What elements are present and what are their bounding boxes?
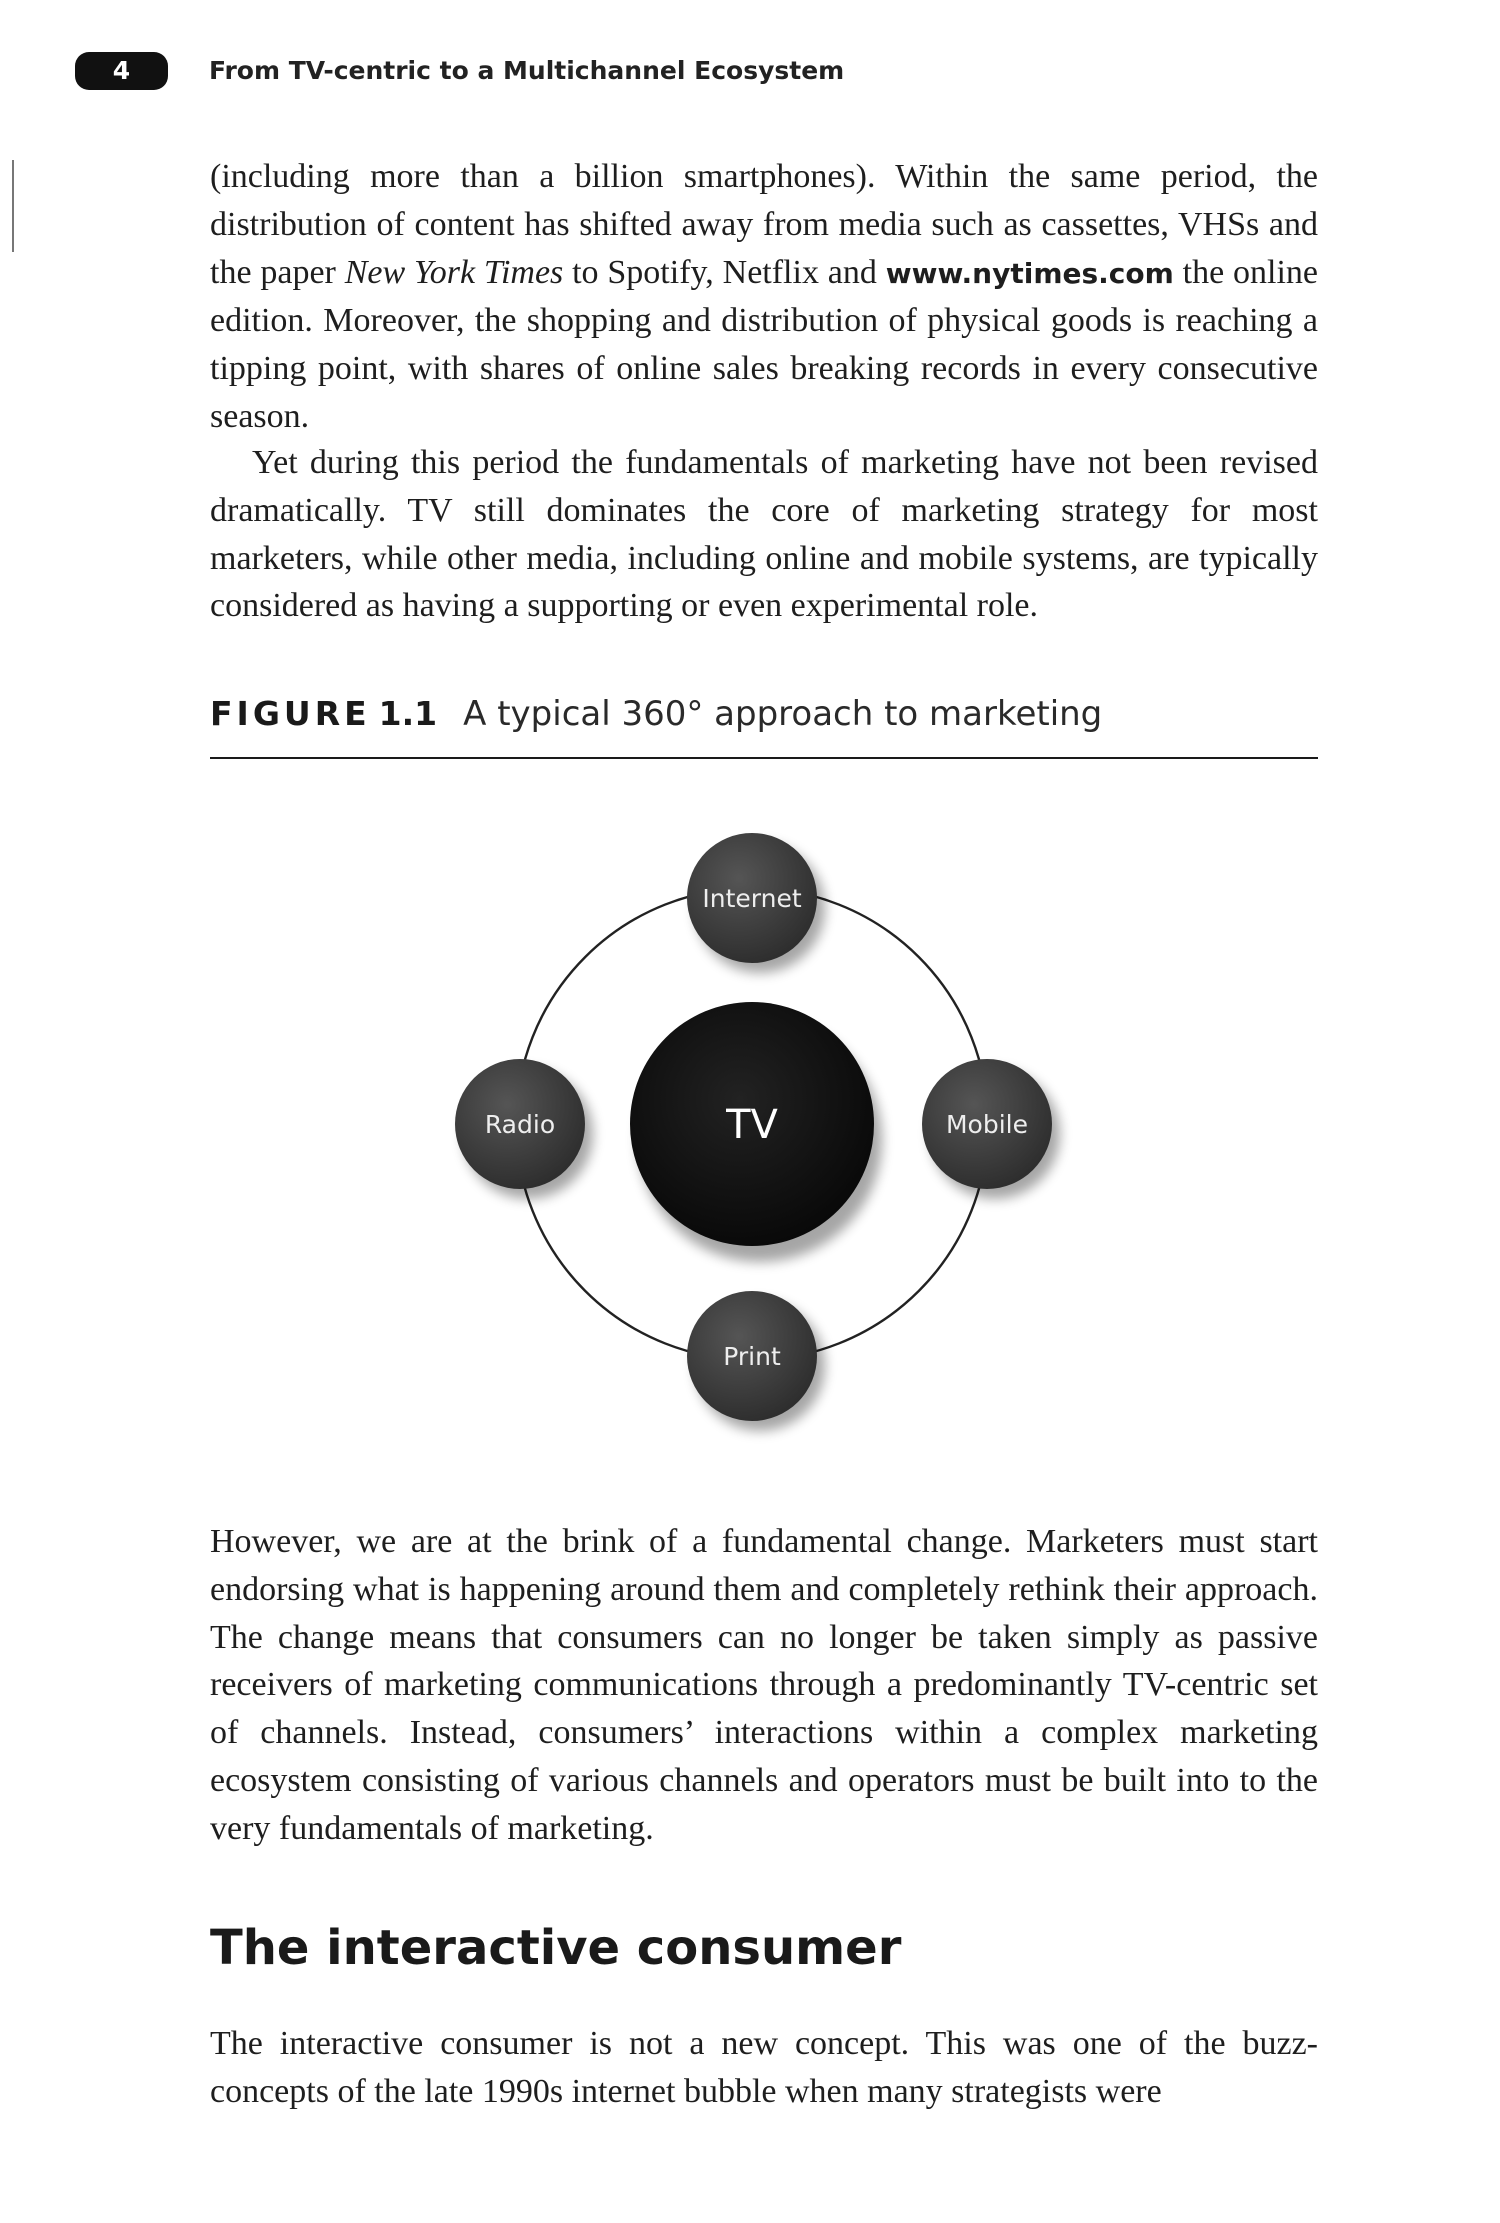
nytimes-url: www.nytimes.com — [885, 256, 1174, 290]
section-heading: The interactive consumer — [210, 1920, 902, 1976]
radio-label: Radio — [484, 1110, 556, 1139]
paragraph-1-text-b: to Spotify, Netflix and — [563, 253, 886, 291]
paragraph-1-italic-title: New York Times — [344, 253, 564, 291]
print-label: Print — [723, 1342, 781, 1371]
paragraph-3: However, we are at the brink of a fundamental change. Marketers must start endorsing what is happening around them and completely rethink their approach. The change means that consumers can no longer be taken simply as passive receivers of marketing communications through a predominantly TV-centric set of channels. Instead, consumers’ interactions within a complex marketing ecosystem consisting of various channels and operators must be built into to the very fundamentals of marketing. — [210, 1523, 1318, 1847]
running-title: From TV-centric to a Multichannel Ecosystem — [209, 56, 845, 85]
figure-title: A typical 360° approach to marketing — [463, 694, 1103, 734]
paragraph-4: The interactive consumer is not a new concept. This was one of the buzz-concepts of the late 1990s internet bubble when many strategists were — [210, 2025, 1318, 2110]
paragraph-1-text-a: (including more than a billion smartphones). Within the same period, the distribution of content has shifted away from media such as cassettes, VHSs and the paper — [210, 158, 1318, 291]
internet-label: Internet — [702, 884, 802, 913]
figure-label: FIGURE — [210, 694, 371, 733]
paragraph-2: Yet during this period the fundamentals of marketing have not been revised dramatically. TV still dominates the core of marketing strategy for most marketers, while other media, including online and mobile systems, are typically considered as having a supporting or even experimental role. — [210, 444, 1318, 625]
mobile-label: Mobile — [945, 1110, 1029, 1139]
paragraph-1-text-c: the online edition. Moreover, the shopping and distribution of physical goods is reaching a tipping point, with shares of online sales breaking records in every consecutive season. — [210, 253, 1318, 435]
page-number: 4 — [75, 52, 168, 90]
tv-label: TV — [726, 1102, 778, 1148]
figure-number: 1.1 — [378, 694, 438, 733]
